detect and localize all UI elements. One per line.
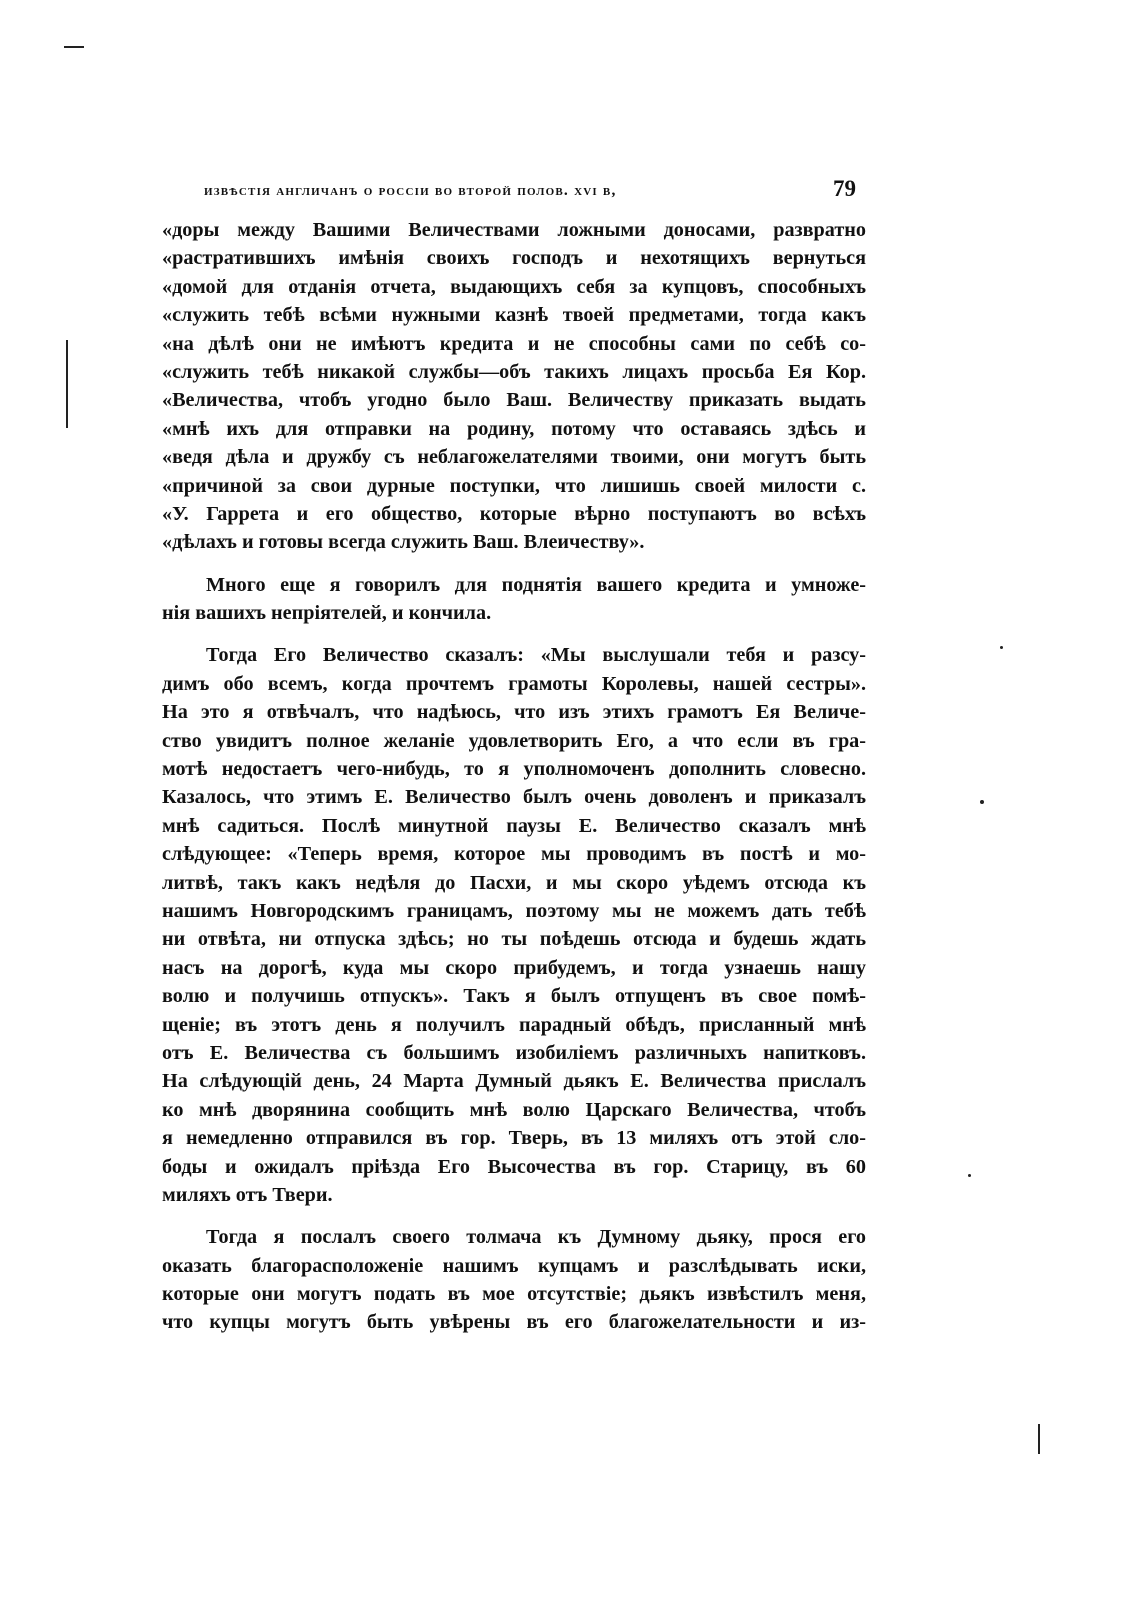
text-line: «У. Гаррета и его общество, которые вѣрно поступаютъ во всѣхъ: [162, 502, 866, 525]
text-line: «служить тебѣ всѣми нужными казнѣ твоей предметами, тогда какъ: [162, 304, 866, 327]
text-line: мотѣ недостаетъ чего-нибудь, то я уполномоченъ дополнить словесно.: [162, 758, 866, 781]
text-line: волю и получишь отпускъ». Такъ я былъ отпущенъ въ свое помѣ-: [162, 985, 866, 1008]
text-line: «дѣлахъ и готовы всегда служить Ваш. Влеичеству».: [162, 531, 645, 554]
scan-artifact-dot: [1000, 646, 1003, 649]
text-line: я немедленно отправился въ гор. Тверь, въ 13 миляхъ отъ этой сло-: [162, 1127, 866, 1150]
paragraph-3: [162, 641, 866, 1209]
text-line: которые они могутъ подать въ мое отсутствіе; дьякъ извѣстилъ меня,: [162, 1283, 866, 1306]
text-line: «на дѣлѣ они не имѣютъ кредита и не способны сами по себѣ со-: [162, 332, 866, 355]
scan-artifact-dot: [980, 800, 984, 804]
text-line: щеніе; въ этотъ день я получилъ парадный обѣдъ, присланный мнѣ: [162, 1013, 866, 1036]
text-line: Казалось, что этимъ Е. Величество былъ очень доволенъ и приказалъ: [162, 786, 866, 809]
scan-artifact-dot: [968, 1174, 971, 1177]
page-number: 79: [833, 176, 856, 201]
text-line: На это я отвѣчалъ, что надѣюсь, что изъ этихъ грамотъ Ея Величе-: [162, 701, 866, 724]
text-line: «растратившихъ имѣнія своихъ господъ и нехотящихъ вернуться: [162, 247, 866, 270]
text-line: димъ обо всемъ, когда прочтемъ грамоты Королевы, нашей сестры».: [162, 672, 866, 695]
text-line: что купцы могутъ быть увѣрены въ его благожелательности и из-: [162, 1311, 866, 1334]
scan-artifact-top-left: [64, 46, 84, 48]
text-line: отъ Е. Величества съ большимъ изобиліемъ различныхъ напитковъ.: [162, 1041, 866, 1064]
paragraph-4: [162, 1223, 866, 1337]
text-line: мнѣ садиться. Послѣ минутной паузы Е. Величество сказалъ мнѣ: [162, 814, 866, 837]
text-line: «ведя дѣла и дружбу съ неблагожелателями твоими, они могутъ быть: [162, 446, 866, 469]
text-line: ство увидитъ полное желаніе удовлетворить Его, а что если въ гра-: [162, 729, 866, 752]
text-line: миляхъ отъ Твери.: [162, 1183, 333, 1206]
text-line: нія вашихъ непріятелей, и кончила.: [162, 602, 492, 625]
scan-artifact-right-bar: [1038, 1424, 1040, 1454]
running-title: извѣстія англичанъ о россіи во второй полов. xvi в,: [204, 182, 617, 199]
body-text: [162, 216, 866, 1337]
text-line: Тогда я послалъ своего толмача къ Думному дьяку, прося его: [206, 1226, 866, 1249]
text-line: боды и ожидалъ пріѣзда Его Высочества въ гор. Старицу, въ 60: [162, 1155, 866, 1178]
text-line: Тогда Его Величество сказалъ: «Мы выслушали тебя и разсу-: [206, 644, 866, 667]
paragraph-2: [162, 571, 866, 628]
scan-artifact-left-bar: [66, 340, 68, 428]
text-line: насъ на дорогѣ, куда мы скоро прибудемъ, и тогда узнаешь нашу: [162, 956, 866, 979]
running-header: [204, 176, 884, 206]
text-line: «служить тебѣ никакой службы—объ такихъ лицахъ просьба Ея Кор.: [162, 360, 866, 383]
paragraph-1: [162, 216, 866, 557]
text-line: слѣдующее: «Теперь время, которое мы проводимъ въ постѣ и мо-: [162, 843, 866, 866]
text-line: «домой для отданія отчета, выдающихъ себя за купцовъ, способныхъ: [162, 275, 866, 298]
text-line: ко мнѣ дворянина сообщить мнѣ волю Царскаго Величества, чтобъ: [162, 1098, 866, 1121]
text-line: «доры между Вашими Величествами ложными доносами, развратно: [162, 219, 866, 241]
text-line: На слѣдующій день, 24 Марта Думный дьякъ Е. Величества прислалъ: [162, 1070, 866, 1093]
text-line: оказать благорасположеніе нашимъ купцамъ и разслѣдывать иски,: [162, 1254, 866, 1277]
text-line: «причиной за свои дурные поступки, что лишишь своей милости с.: [162, 474, 866, 497]
text-line: литвѣ, такъ какъ недѣля до Пасхи, и мы скоро уѣдемъ отсюда къ: [162, 871, 866, 894]
text-line: Много еще я говорилъ для поднятія вашего кредита и умноже-: [206, 573, 866, 596]
text-line: «Величества, чтобъ угодно было Ваш. Величеству приказать выдать: [162, 389, 866, 412]
text-line: нашимъ Новгородскимъ границамъ, поэтому мы не можемъ дать тебѣ: [162, 899, 866, 922]
text-line: ни отвѣта, ни отпуска здѣсь; но ты поѣдешь отсюда и будешь ждать: [162, 928, 866, 951]
text-line: «мнѣ ихъ для отправки на родину, потому что оставаясь здѣсь и: [162, 417, 866, 440]
